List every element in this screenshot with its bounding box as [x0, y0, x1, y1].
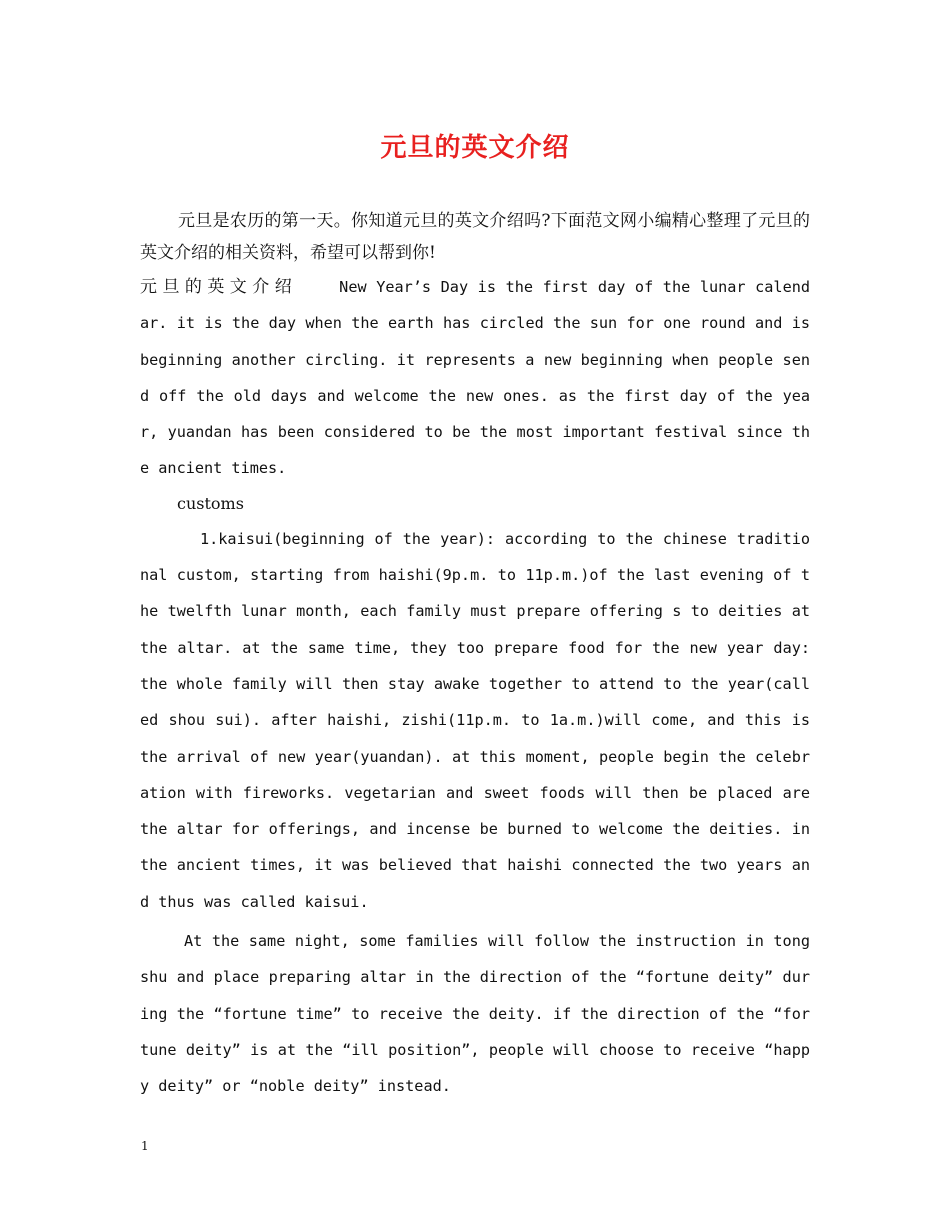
- document-body: [140, 205, 810, 1105]
- customs-label: customs: [177, 493, 244, 513]
- section-paragraph-1: [140, 269, 810, 487]
- paragraph-3: At the same night, some families will follow the instruction in tongshu and place preparing altar in the direction of the “fortune deity” during the “fortune time” to receive the deity. if the direction of the “fortune deity” is at the “ill position”, people will choose to receive “happy deity” or “noble deity” instead.: [140, 932, 810, 1096]
- intro-paragraph: 元旦是农历的第一天。你知道元旦的英文介绍吗?下面范文网小编精心整理了元旦的英文介绍的相关资料，希望可以帮到你!: [140, 211, 810, 263]
- paragraph-2: 1.kaisui(beginning of the year): according to the chinese traditional custom, starting from haishi(9p.m. to 11p.m.)of the last evening of the twelfth lunar month, each family must prepare offering s to deities at the altar. at the same time, they too prepare food for the new year day: the whole family will then stay awake together to attend to the year(called shou sui). after haishi, zishi(11p.m. to 1a.m.)will come, and this is the arrival of new year(yuandan). at this moment, people begin the celebration with fireworks. vegetarian and sweet foods will then be placed are the altar for offerings, and incense be burned to welcome the deities. in the ancient times, it was believed that haishi connected the two years and thus was called kaisui.: [140, 529, 810, 911]
- section-heading: 元旦的英文介绍: [140, 277, 298, 297]
- paragraph-1-text: New Year’s Day is the first day of the lunar calendar. it is the day when the earth has circled the sun for one round and is beginning another circling. it represents a new beginning when people send off the old days and welcome the new ones. as the first day of the year, yuandan has been considered to be the most important festival since the ancient times.: [140, 278, 811, 478]
- page-title: 元旦的英文介绍: [380, 133, 570, 163]
- page-number: 1: [141, 1139, 149, 1153]
